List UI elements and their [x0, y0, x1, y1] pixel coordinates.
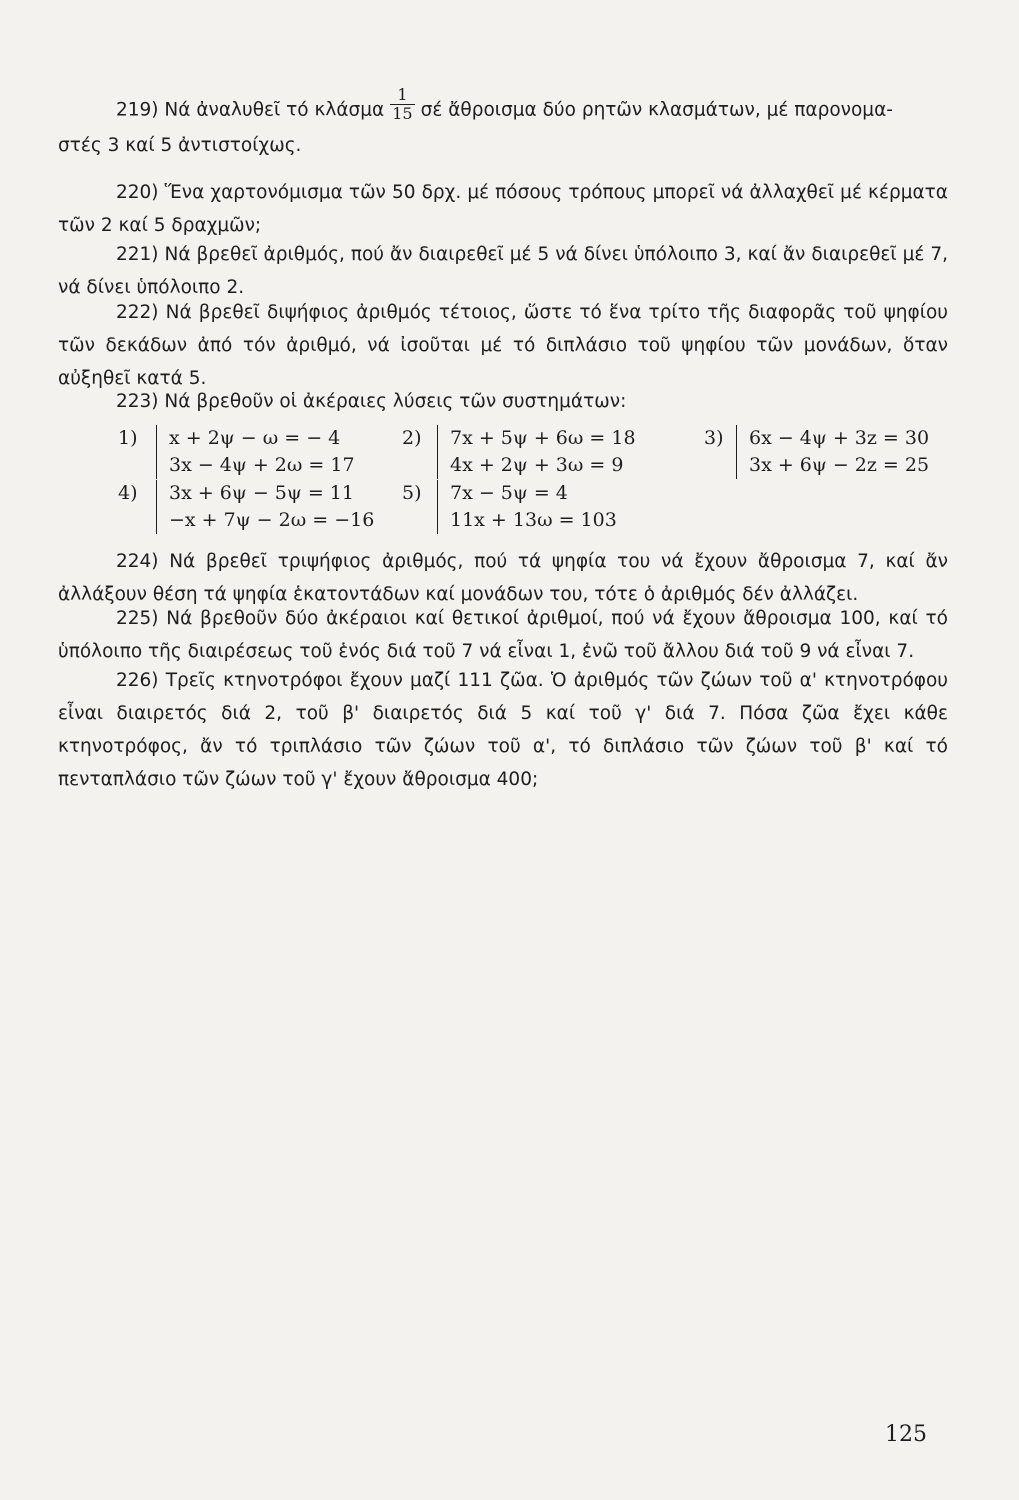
system-label: 3) — [704, 427, 724, 449]
equation: 3x + 6ψ − 2z = 25 — [749, 454, 930, 476]
fraction-numerator: 1 — [397, 85, 408, 104]
problem-219-text-after: σέ ἄθροισμα δύο ρητῶν κλασμάτων, μέ παρονομα- — [420, 99, 893, 121]
problem-221-text: 221) Νά βρεθεῖ ἀριθμός, πού ἄν διαιρεθεῖ μέ 5 νά δίνει ὑπόλοιπο 3, καί ἄν διαιρεθεῖ μέ 7, νά δίνει ὑπόλοιπο 2. — [58, 244, 948, 298]
system-label: 2) — [402, 427, 422, 449]
fraction-1-15 — [390, 86, 414, 123]
equation: 3x + 6ψ − 5ψ = 11 — [169, 482, 354, 504]
problem-223-text: 223) Νά βρεθοῦν οἱ ἀκέραιες λύσεις τῶν συστημάτων: — [116, 391, 627, 412]
problem-219 — [58, 85, 948, 162]
equation: 6x − 4ψ + 3z = 30 — [749, 427, 930, 449]
problem-225-text: 225) Νά βρεθοῦν δύο ἀκέραιοι καί θετικοί ἀριθμοί, πού νά ἔχουν ἄθροισμα 100, καί τό ὑπόλοιπο τῆς διαιρέσεως τοῦ ἑνός διά τοῦ 7 νά εἶναι 1, ἐνῶ τοῦ ἄλλου διά τοῦ 9 νά εἶναι 7. — [58, 608, 948, 662]
problem-220 — [58, 176, 948, 242]
problem-220-text: 220) Ἕνα χαρτονόμισμα τῶν 50 δρχ. μέ πόσους τρόπους μπορεῖ νά ἀλλαχθεῖ μέ κέρματα τῶν 2 καί 5 δραχμῶν; — [58, 182, 948, 236]
system-label: 1) — [118, 427, 138, 449]
equation: 7x + 5ψ + 6ω = 18 — [450, 427, 636, 449]
problem-226 — [58, 664, 948, 796]
problem-222-text: 222) Νά βρεθεῖ διψήφιος ἀριθμός τέτοιος, ὥστε τό ἕνα τρίτο τῆς διαφορᾶς τοῦ ψηφίου τῶν δεκάδων ἀπό τόν ἀριθμό, νά ἰσοῦται μέ τό διπλάσιο τοῦ ψηφίου τῶν μονάδων, ὅταν αὐξηθεῖ κατά 5. — [58, 302, 948, 389]
problem-219-line2: στές 3 καί 5 ἀντιστοίχως. — [58, 135, 302, 156]
problem-221 — [58, 238, 948, 304]
problem-219-text-before: 219) Νά ἀναλυθεῖ τό κλάσμα — [116, 99, 385, 121]
page-number: 125 — [885, 1422, 927, 1447]
problem-222 — [58, 296, 948, 395]
problem-226-text: 226) Τρεῖς κτηνοτρόφοι ἔχουν μαζί 111 ζῶα. Ὁ ἀριθμός τῶν ζώων τοῦ α' κτηνοτρόφου εἶναι διαιρετός διά 2, τοῦ β' διαιρετός διά 5 καί τοῦ γ' διά 7. Πόσα ζῶα ἔχει κάθε κτηνοτρόφος, ἄν τό τριπλάσιο τῶν ζώων τοῦ α', τό διπλάσιο τῶν ζώων τοῦ β' καί τό πενταπλάσιο τῶν ζώων τοῦ γ' ἔχουν ἄθροισμα 400; — [58, 670, 948, 790]
equation: 7x − 5ψ = 4 — [450, 482, 568, 504]
equation: 4x + 2ψ + 3ω = 9 — [450, 454, 624, 476]
equation: −x + 7ψ − 2ω = −16 — [169, 509, 375, 531]
fraction-denominator: 15 — [392, 104, 413, 123]
bleed-through-text — [60, 790, 960, 940]
system-label: 4) — [118, 482, 138, 504]
problem-225 — [58, 602, 948, 668]
problem-223 — [58, 385, 948, 418]
equation: x + 2ψ − ω = − 4 — [169, 427, 341, 449]
problem-224-text: 224) Νά βρεθεῖ τριψήφιος ἀριθμός, πού τά ψηφία του νά ἔχουν ἄθροισμα 7, καί ἄν ἀλλάξουν θέση τά ψηφία ἑκατοντάδων καί μονάδων του, τότε ὁ ἀριθμός δέν ἀλλάζει. — [58, 551, 948, 605]
equation: 3x − 4ψ + 2ω = 17 — [169, 454, 355, 476]
system-label: 5) — [402, 482, 422, 504]
equation: 11x + 13ω = 103 — [450, 509, 617, 531]
